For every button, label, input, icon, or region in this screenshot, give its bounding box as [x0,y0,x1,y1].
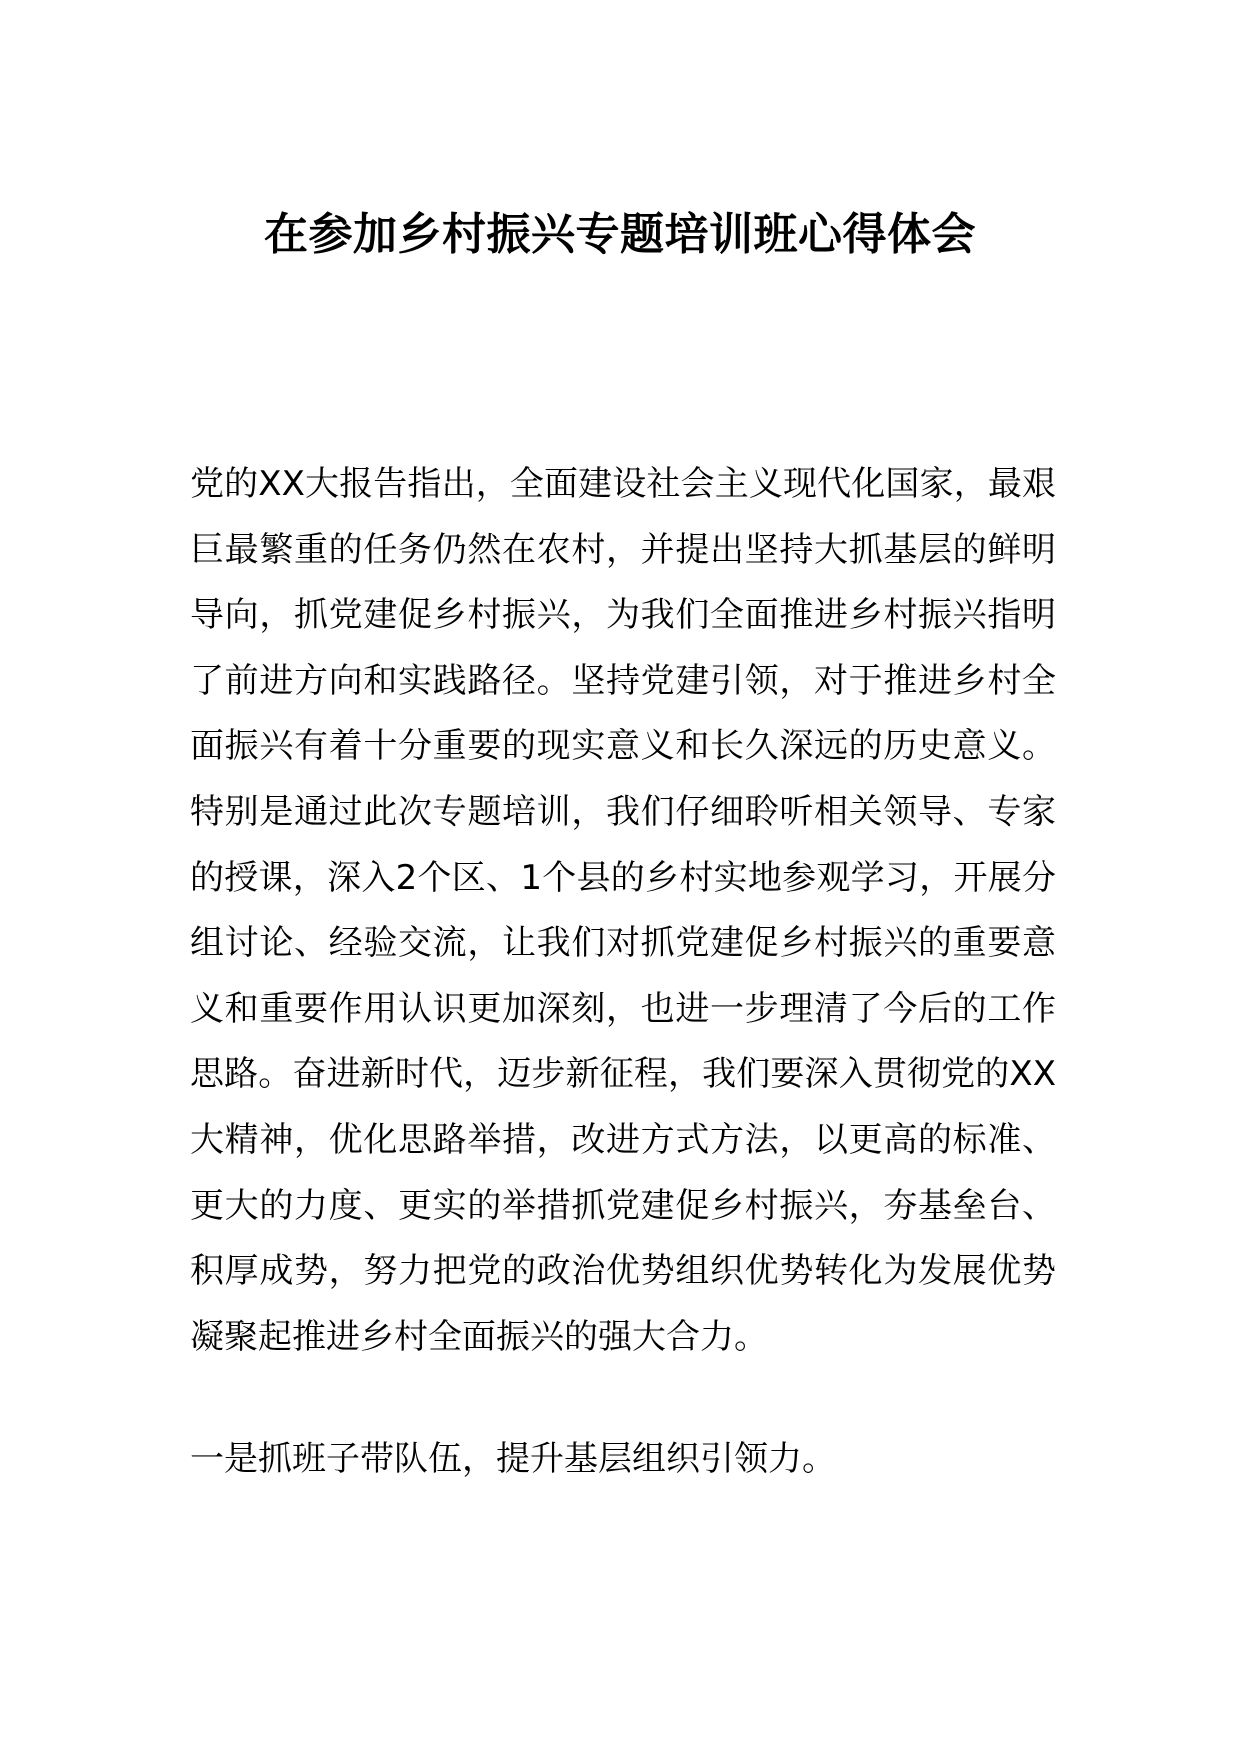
document-title: 在参加乡村振兴专题培训班心得体会 [264,209,976,260]
body-paragraph-intro: 党的XX大报告指出，全面建设社会主义现代化国家，最艰巨最繁重的任务仍然在农村，并提出坚持大抓基层的鲜明导向，抓党建促乡村振兴，为我们全面推进乡村振兴指明了前进方向和实践路径。坚持党建引领，对于推进乡村全面振兴有着十分重要的现实意义和长久深远的历史意义。特别是通过此次专题培训，我们仔细聆听相关领导、专家的授课，深入2个区、1个县的乡村实地参观学习，开展分组讨论、经验交流，让我们对抓党建促乡村振兴的重要意义和重要作用认识更加深刻，也进一步理清了今后的工作思路。奋进新时代，迈步新征程，我们要深入贯彻党的XX大精神，优化思路举措，改进方式方法，以更高的标准、更大的力度、更实的举措抓党建促乡村振兴，夯基垒台、积厚成势，努力把党的政治优势组织优势转化为发展优势凝聚起推进乡村全面振兴的强大合力。 [190,464,1056,1357]
body-paragraph-point-one: 一是抓班子带队伍，提升基层组织引领力。 [190,1439,836,1479]
